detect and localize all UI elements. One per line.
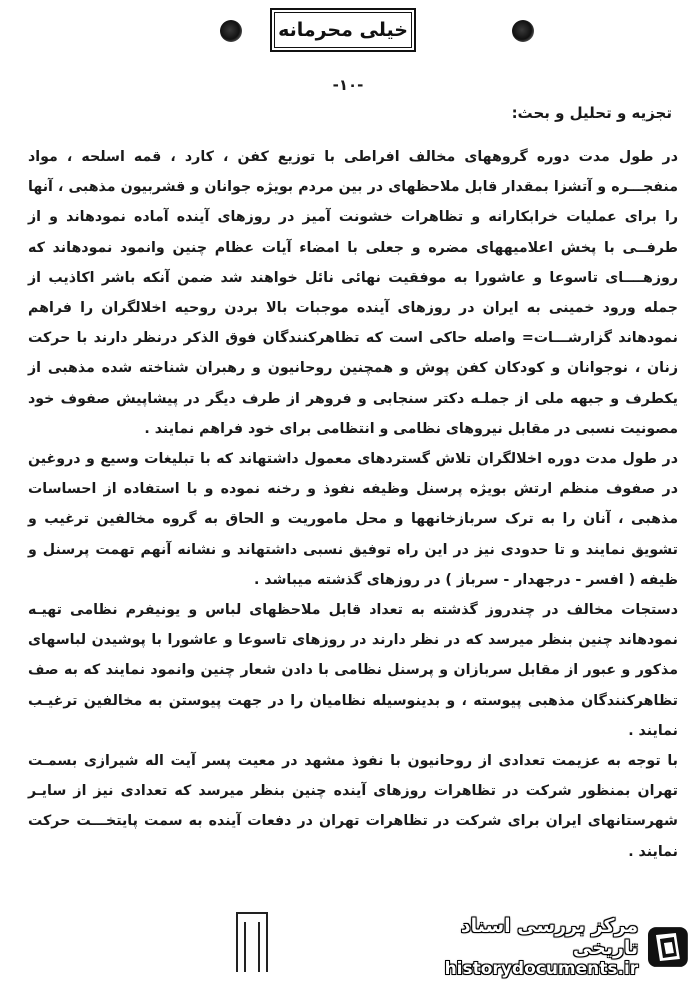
document-body <box>28 142 678 867</box>
watermark <box>390 917 690 977</box>
archive-logo-icon <box>646 923 690 971</box>
punch-hole-left <box>220 20 242 42</box>
watermark-url: historydocuments.ir <box>444 959 639 979</box>
section-heading: تجزیه و تحلیل و بحث: <box>511 104 672 122</box>
punch-hole-right <box>512 20 534 42</box>
paragraph-1: در طول مدت دوره گروههای مخالف افراطی با توزیع کفن ، کارد ، قمه اسلحه ، مواد منفجـــره و آتشزا بمقدار قابل ملاحظهای در بین مردم بویژه جوانان و قشربیون مذهبی ، آنها را برای عملیات خرابکارانه و تظاهرات خشونت آمیز در روزهای آینده آماده نمودهاند و از طرفــی با پخش اعلامیههای مضره و جعلی با امضاء آیات عظام چنین وانمود نمودهاند که روزهــــای تاسوعا و عاشورا به موفقیت نهائی نائل خواهند شد ضمن آنکه باشر اکاذیب از جمله ورود خمینی به ایران در روزهای آینده موجبات بالا بردن روحیه اخلالگران را فراهم نمودهاند گزارشـــات= واصله حاکی است که تظاهرکنندگان فوق الذکر درنظر دارند با حرکت زنان ، نوجوانان و کودکان کفن پوش و همچنین روحانیون و رهبران شناخته شده مذهبی از یکطرف و جبهه ملی از جملـه دکتر سنجابی و فروهر از طرف دیگر در پیشاپیش صفوف خود مصونیت نسبی در مقابل نیروهای نظامی و انتظامی برای خود فراهم نمایند . <box>28 149 678 437</box>
paragraph-2: در طول مدت دوره اخلالگران تلاش گستردهای معمول داشتهاند که با تبلیغات وسیع و دروغین در صفوف منظم ارتش بویژه پرسنل وظیفه نفوذ و رخنه نموده و با استفاده از احساسات مذهبی ، آنان را به ترک سربازخانهها و محل ماموریت و الحاق به گروه مخالفین ترغیب و تشویق نمایند و تا حدودی نیز در این راه توفیق نسبی داشتهاند و نشانه آنهم تهمت پرسنل و ظیفه ( افسر - درجهدار - سرباز ) در روزهای گذشته میباشد . <box>28 451 678 588</box>
binder-tab-mark <box>236 912 268 972</box>
paragraph-3: دستجات مخالف در چندروز گذشته به تعداد قابل ملاحظهای لباس و یونیفرم نظامی تهیـه نمودهاند چنین بنظر میرسد که در نظر دارند در روزهای تاسوعا و عاشورا با پوشیدن لباسهای مذکور و عبور از مقابل سربازان و پرسنل نظامی با دادن شعار چنین وانمود نمایند که به صف تظاهرکنندگان مذهبی پیوسته ، و بدینوسیله نظامیان را در جهت پیوستن به مخالفین ترغیـب نمایند . <box>28 602 678 739</box>
watermark-text <box>390 915 638 979</box>
classification-stamp-label: خیلی محرمانه <box>278 19 408 41</box>
page-number: -۱۰- <box>332 76 364 94</box>
watermark-title: مرکز بررسی اسناد تاریخی <box>460 915 639 959</box>
paragraph-4: با توجه به عزیمت تعدادی از روحانیون با نفوذ مشهد در معیت پسر آیت اله شیرازی بسمـت تهران بمنظور شرکت در تظاهرات روزهای آینده چنین بنظر میرسد که تعدادی نیز از سایـر شهرستانهای ایران برای شرکت در تظاهرات تهران در دفعات آینده به سمت پایتخـــت حرکت نمایند . <box>28 753 678 860</box>
classification-stamp <box>270 8 416 52</box>
